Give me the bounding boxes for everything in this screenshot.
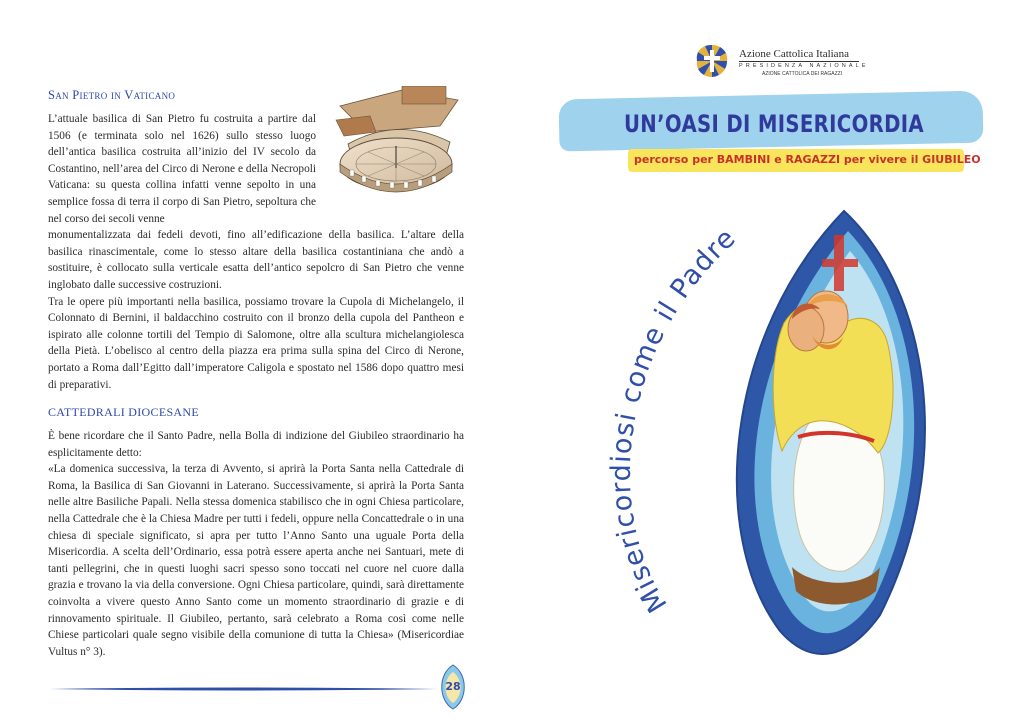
cover-subtitle: percorso per BAMBINI e RAGAZZI per vivere il GIUBILEO bbox=[634, 153, 981, 166]
org-divider bbox=[739, 61, 859, 62]
org-name: Azione Cattolica Italiana bbox=[739, 48, 849, 60]
page-number-emblem bbox=[436, 664, 470, 710]
cattedrali-intro: È bene ricordare che il Santo Padre, nella Bolla di indizione del Giubileo straordinario ha esplicitamente detto: bbox=[48, 430, 464, 459]
page-number: 28 bbox=[445, 680, 461, 693]
cover-title: UN’OASI DI MISERICORDIA bbox=[624, 110, 924, 138]
footer-line bbox=[50, 686, 438, 692]
right-page bbox=[512, 0, 1024, 725]
motto-curve bbox=[572, 200, 832, 630]
san-pietro-intro: L’attuale basilica di San Pietro fu costruita a partire dal 1506 (e terminata solo nel 1626) sullo stesso luogo dell’antica basilica costruita all’inizio del IV secolo da Costantino, nell’area del Circo di Nerone e della Necropoli Vaticana: su questa collina infatti venne sepolto in una semplice fossa di terra il corpo di San Pietro, sepoltura che nel corso dei secoli venne bbox=[48, 113, 316, 225]
motto-text bbox=[606, 222, 742, 618]
section-title-cattedrali: CATTEDRALI DIOCESANE bbox=[48, 405, 199, 419]
san-pietro-text bbox=[48, 111, 464, 393]
section-title-san-pietro: San Pietro in Vaticano bbox=[48, 88, 176, 102]
misericordiae-vultus-quote: «La domenica successiva, la terza di Avvento, si aprirà la Porta Santa nella Cattedrale di Roma, la Basilica di San Giovanni in Laterano. Successivamente, si aprirà la Porta Santa nelle altre Basiliche Papali. Nella stessa domenica stabilisco che in ogni Chiesa particolare, nella Cattedrale che è la Chiesa Madre per tutti i fedeli, oppure nella Concattedrale o in una chiesa di speciale significato, si apra per tutto l’Anno Santo una uguale Porta della Misericordia. A scelta dell’Ordinario, essa potrà essere aperta anche nei Santuari, mete di tanti pellegrini, che in questi luoghi sacri spesso sono toccati nel cuore nel cuore dalla grazia e trovano la via della conversione. Ogni Chiesa particolare, quindi, sarà direttamente coinvolta a vivere questo Anno Santo come un momento straordinario di grazie e di rinnovamento spirituale. Il Giubileo, pertanto, sarà celebrato a Roma così come nelle Chiese particolari quale segno visibile della comunione di tutta la Chiesa» (Misericordiae Vultus n° 3). bbox=[48, 463, 464, 658]
cattedrali-text bbox=[48, 428, 464, 660]
san-pietro-continued: monumentalizzata dai fedeli devoti, fino all’edificazione della basilica. L’altare della basilica rinascimentale, come lo stesso altare della basilica costantiniana che andò a sostituire, è collocato sulla verticale esatta dell’antico sepolcro di San Pietro che venne inglobato dalle successive costruzioni. bbox=[48, 229, 464, 291]
azione-cattolica-logo-icon bbox=[696, 44, 728, 78]
san-pietro-opere: Tra le opere più importanti nella basilica, possiamo trovare la Cupola di Michelangelo, il Colonnato di Bernini, il baldacchino costruito con il bronzo della cupola del Pantheon e ispirato alle colonne tortili del Tempio di Salomone, oltre alla scultura michelangiolesca della Pietà. L’obelisco al centro della piazza era prima sulla spina del Circo di Nerone, portato a Roma dall’Egitto dall’imperatore Caligola e spostato nel 1586 dopo quattro mesi di preparativi. bbox=[48, 295, 464, 391]
motto-textpath: Misericordiosi come il Padre bbox=[605, 222, 743, 618]
org-presidency: PRESIDENZA NAZIONALE bbox=[739, 63, 869, 69]
org-acr: AZIONE CATTOLICA DEI RAGAZZI bbox=[762, 71, 843, 77]
